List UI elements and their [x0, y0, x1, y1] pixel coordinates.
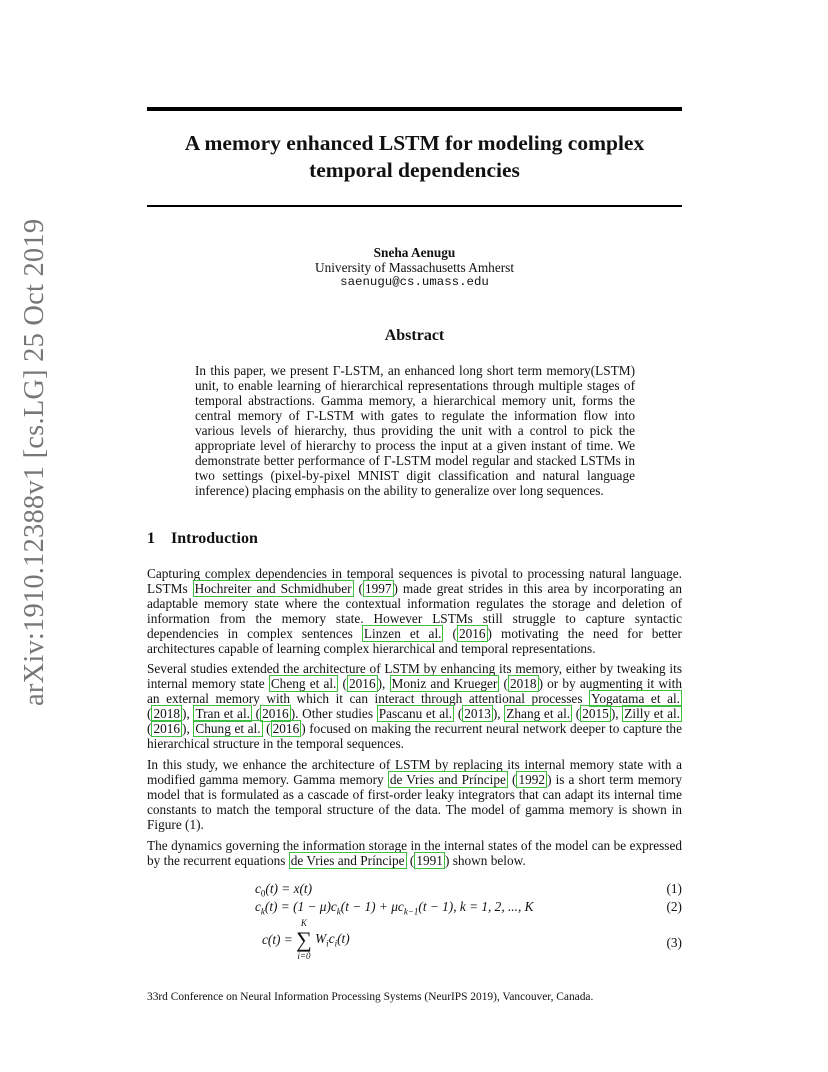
conference-footnote: 33rd Conference on Neural Information Processing Systems (NeurIPS 2019), Vancouver, Canada.: [147, 991, 594, 1003]
citation-link[interactable]: 2016: [349, 676, 376, 691]
paper-title: [147, 130, 682, 184]
citation-link[interactable]: 1992: [518, 772, 546, 787]
section-number: 1: [147, 530, 155, 547]
citation-link[interactable]: Moniz and Krueger: [391, 676, 498, 691]
citation-link[interactable]: 2016: [272, 721, 300, 736]
citation-link[interactable]: 2013: [464, 706, 491, 721]
equation-3: c(t) = K ∑ i=0 $W_ic_i(t)$: [262, 918, 350, 961]
citation-link[interactable]: 2016: [262, 706, 289, 721]
citation-link[interactable]: de Vries and Príncipe: [389, 772, 506, 787]
equation-3-number: (3): [666, 935, 682, 950]
title-top-rule: [147, 107, 682, 111]
paragraph-3: In this study, we enhance the architecture of LSTM by replacing its internal memory state with a modified gamma memory. Gamma memory de Vries and Príncipe ( 1992 ) is a short term memory model that is formulated as a cascade of first-order leaky integrators that can adapt its internal time constants to match the temporal structure of the data. The model of gamma memory is shown in Figure (1).: [147, 757, 683, 832]
citation-link[interactable]: de Vries and Príncipe: [290, 853, 405, 868]
citation-link[interactable]: 2015: [582, 706, 609, 721]
section-heading: [147, 530, 258, 548]
abstract-text: In this paper, we present Γ-LSTM, an enhanced long short term memory(LSTM) unit, to enable learning of hierarchical representations through multiple stages of temporal abstractions. Gamma memory, a hierarchical memory unit, forms the central memory of Γ-LSTM with gates to regulate the information flow into various levels of hierarchy, thus providing the unit with a control to pick the appropriate level of hierarchy to process the input at a given instant of time. We demonstrate better performance of Γ-LSTM model regular and stacked LSTMs in two settings (pixel-by-pixel MNIST digit classification and natural language inference) placing emphasis on the ability to generalize over long sequences.: [195, 363, 635, 498]
citation-link[interactable]: Hochreiter and Schmidhuber: [194, 581, 352, 596]
equation-2-number: (2): [666, 899, 682, 914]
arxiv-identifier: arXiv:1910.12388v1 [cs.LG] 25 Oct 2019: [19, 218, 50, 706]
citation-link[interactable]: Tran et al.: [195, 706, 250, 721]
citation-link[interactable]: 2018: [153, 706, 181, 721]
paragraph-4: The dynamics governing the information storage in the internal states of the model can be expressed by the recurrent equations de Vries and Príncipe ( 1991 ) shown below.: [147, 838, 682, 868]
author-email[interactable]: saenugu@cs.umass.edu: [340, 275, 489, 289]
author-affiliation: University of Massachusetts Amherst: [314, 260, 515, 275]
citation-link[interactable]: 2016: [153, 721, 181, 736]
title-bottom-rule: [147, 205, 682, 207]
paragraph-1: Capturing complex dependencies in temporal sequences is pivotal to processing natural language. LSTMs Hochreiter and Schmidhuber ( 1997 ) made great strides in this area by incorporating an adaptable memory state where the contextual information regulates the storage and deletion of information from the memory state. However LSTMs still struggle to capture syntactic dependencies in complex sentences Linzen et al. ( 2016 ) motivating the need for better architectures capable of learning complex hierarchical and temporal representations.: [147, 566, 682, 656]
citation-link[interactable]: Linzen et al.: [363, 626, 442, 641]
abstract-heading: Abstract: [384, 327, 445, 344]
equation-1-number: (1): [666, 881, 682, 896]
title-line-1: A memory enhanced LSTM for modeling complex: [184, 131, 645, 155]
citation-link[interactable]: Pascanu et al.: [378, 706, 453, 721]
citation-link[interactable]: 1997: [364, 581, 392, 596]
paragraph-2: Several studies extended the architecture of LSTM by enhancing its memory, either by tweaking its internal memory state Cheng et al. ( 2016 ), Moniz and Krueger ( 2018 ) or by augmenting it with an external memory with which it can interact through attentional processes Yogatama et al. ( 2018 ), Tran et al. ( 2016 ). Other studies Pascanu et al. ( 2013 ), Zhang et al. ( 2015 ), Zilly et al. ( 2016 ), Chung et al. ( 2016 ) focused on making the recurrent neural network deeper to capture the hierarchical structure in the temporal sequences.: [147, 661, 683, 751]
citation-link[interactable]: Yogatama et al.: [591, 691, 680, 706]
citation-link[interactable]: Chung et al.: [195, 721, 261, 736]
citation-link[interactable]: Zhang et al.: [506, 706, 571, 721]
section-title: Introduction: [171, 530, 258, 547]
author-name: Sneha Aenugu: [373, 245, 456, 260]
title-line-2: temporal dependencies: [309, 158, 520, 182]
citation-link[interactable]: 1991: [416, 853, 443, 868]
citation-link[interactable]: Zilly et al.: [624, 706, 680, 721]
citation-link[interactable]: Cheng et al.: [270, 676, 337, 691]
equation-2: $c_k(t) = (1 - \mu)c_k(t - 1) + \mu c_{k-1}(t - 1)$, k = 1, 2, ..., K: [255, 899, 534, 917]
summation-symbol: K ∑ i=0: [296, 918, 312, 961]
equation-1: $c_0(t) = x(t)$: [255, 881, 313, 899]
citation-link[interactable]: 2016: [458, 626, 486, 641]
citation-link[interactable]: 2018: [509, 676, 537, 691]
